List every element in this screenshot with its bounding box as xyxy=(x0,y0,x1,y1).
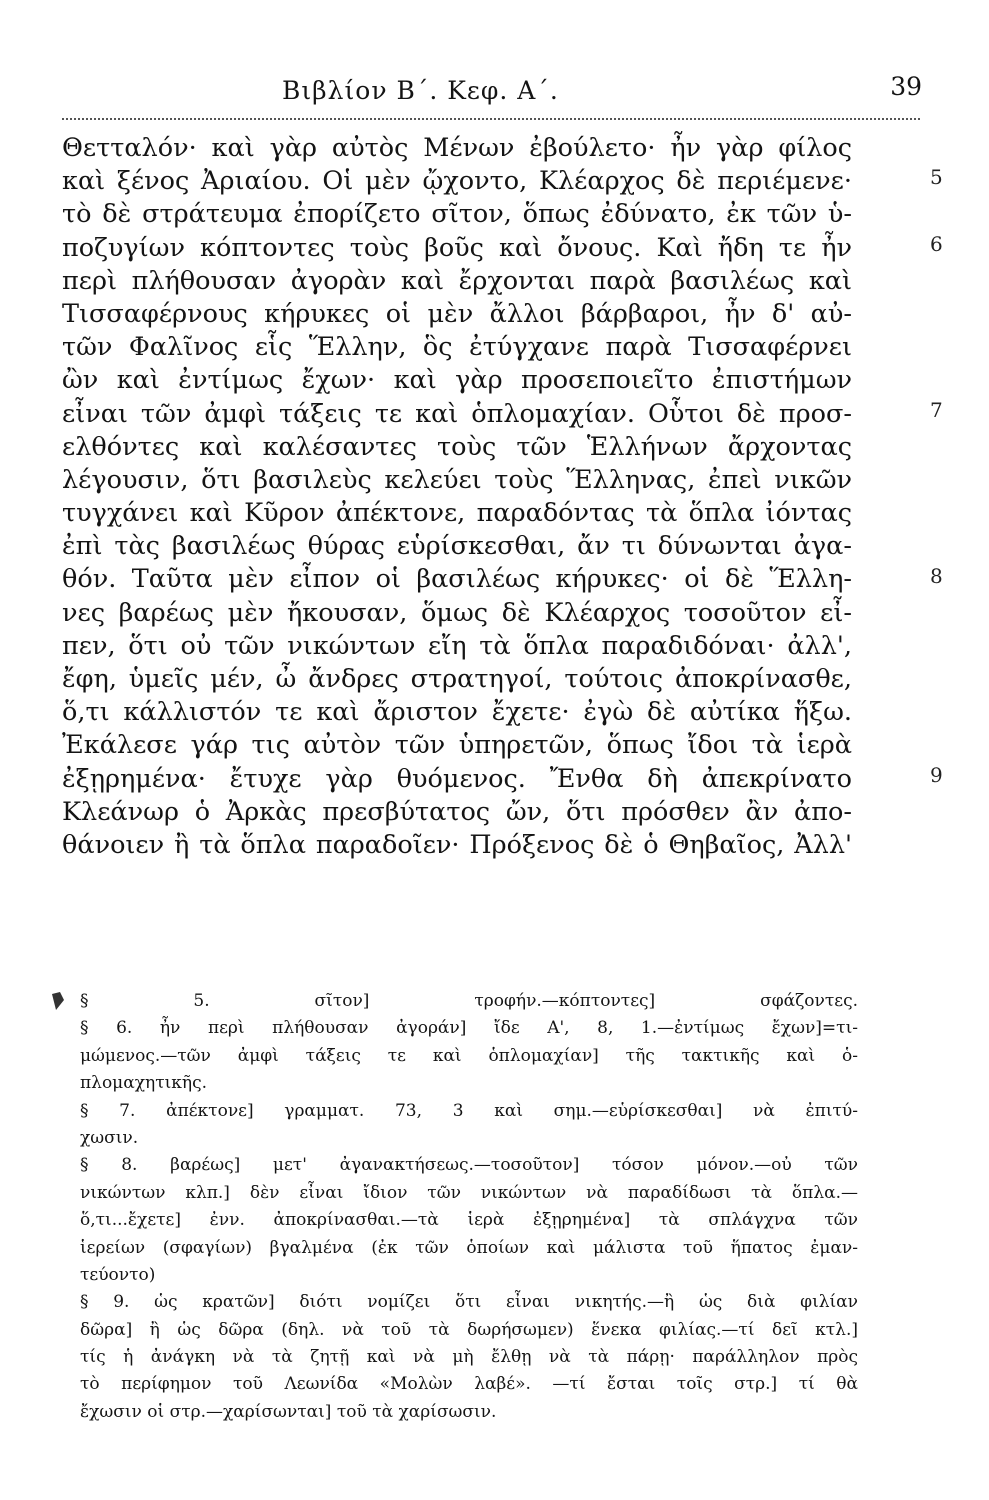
text-line: θάνοιεν ἢ τὰ ὅπλα παραδοῖεν· Πρόξενος δὲ ὁ Θηβαῖος, Ἀλλ' xyxy=(62,829,852,860)
footnote-line: νικώντων κλπ.] δὲν εἶναι ἴδιον τῶν νικώντων νὰ παραδίδωσι τὰ ὅπλα.— xyxy=(80,1182,858,1203)
text-line: ἐπὶ τὰς βασιλέως θύρας εὑρίσκεσθαι, ἄν τι δύνωνται ἀγα- xyxy=(62,531,852,562)
text-line: ὅ,τι κάλλιστόν τε καὶ ἄριστον ἔχετε· ἐγὼ δὲ αὐτίκα ἥξω. xyxy=(62,697,852,728)
page-header xyxy=(60,72,930,112)
text-line: πεν, ὅτι οὐ τῶν νικώντων εἴη τὰ ὅπλα παραδιδόναι· ἀλλ', xyxy=(62,630,852,661)
text-line: Ἐκάλεσε γάρ τις αὐτὸν τῶν ὑπηρετῶν, ὅπως ἴδοι τὰ ἱερὰ xyxy=(62,730,852,761)
footnote-line: ἔχωσιν οἱ στρ.—χαρίσωνται] τοῦ τὰ χαρίσωσιν. xyxy=(80,1401,497,1422)
footnote-line: πλομαχητικῆς. xyxy=(80,1073,208,1094)
text-line: τῶν Φαλῖνος εἷς Ἕλλην, ὃς ἐτύγχανε παρὰ Τισσαφέρνει xyxy=(62,332,852,363)
text-line: λέγουσιν, ὅτι βασιλεὺς κελεύει τοὺς Ἕλληνας, ἐπεὶ νικῶν xyxy=(62,464,852,495)
footnote-line: § 6. ἦν περὶ πλήθουσαν ἀγοράν] ἴδε Α', 8, 1.—ἐντίμως ἔχων]=τι- xyxy=(80,1018,858,1039)
text-line: Θετταλόν· καὶ γὰρ αὐτὸς Μένων ἐβούλετο· ἦν γὰρ φίλος xyxy=(62,133,852,163)
text-line: τυγχάνει καὶ Κῦρον ἀπέκτονε, παραδόντας τὰ ὅπλα ἰόντας xyxy=(62,498,852,529)
text-line: τὸ δὲ στράτευμα ἐπορίζετο σῖτον, ὅπως ἐδύνατο, ἐκ τῶν ὑ- xyxy=(62,199,852,230)
main-text xyxy=(62,132,943,862)
section-number: 7 xyxy=(930,397,943,422)
text-line: εἶναι τῶν ἀμφὶ τάξεις τε καὶ ὁπλομαχίαν. Οὗτοι δὲ προσ- xyxy=(62,398,852,429)
footnote-line: § 9. ὡς κρατῶν] διότι νομίζει ὅτι εἶναι νικητής.—ἢ ὡς διὰ φιλίαν xyxy=(80,1292,858,1313)
footnote-line: δῶρα] ἢ ὡς δῶρα (δηλ. νὰ τοῦ τὰ δωρήσωμεν) ἕνεκα φιλίας.—τί δεῖ κτλ.] xyxy=(80,1319,858,1340)
text-line: καὶ ξένος Ἀριαίου. Οἱ μὲν ᾤχοντο, Κλέαρχος δὲ περιέμενε· xyxy=(62,166,852,197)
text-line: περὶ πλήθουσαν ἀγορὰν καὶ ἔρχονται παρὰ βασιλέως καὶ xyxy=(62,265,852,296)
footnote-line: χωσιν. xyxy=(80,1127,139,1148)
footnotes xyxy=(80,988,858,1426)
footnote-line: ἱερείων (σφαγίων) βγαλμένα (ἐκ τῶν ὁποίων καὶ μάλιστα τοῦ ἥπατος ἐμαν- xyxy=(80,1237,858,1258)
footnote-line: μώμενος.—τῶν ἀμφὶ τάξεις τε καὶ ὁπλομαχίαν] τῆς τακτικῆς καὶ ὁ- xyxy=(80,1045,858,1066)
section-number: 8 xyxy=(930,563,943,588)
text-line: ποζυγίων κόπτοντες τοὺς βοῦς καὶ ὄνους. Καὶ ἤδη τε ἦν xyxy=(62,232,852,263)
footnote-line: § 8. βαρέως] μετ' ἀγανακτήσεως.—τοσοῦτον] τόσον μόνον.—οὐ τῶν xyxy=(80,1155,858,1176)
footnote-line: τεύοντο) xyxy=(80,1264,156,1285)
footnote-line: τὸ περίφημον τοῦ Λεωνίδα «Μολὼν λαβέ». —τί ἔσται τοῖς στρ.] τί θὰ xyxy=(80,1374,858,1395)
header-rule xyxy=(62,118,920,120)
text-line: Τισσαφέρνους κήρυκες οἱ μὲν ἄλλοι βάρβαροι, ἦν δ' αὐ- xyxy=(62,298,852,329)
text-line: ἔφη, ὑμεῖς μέν, ὦ ἄνδρες στρατηγοί, τούτοις ἀποκρίνασθε, xyxy=(62,664,852,694)
footnote-line: ὅ,τι...ἔχετε] ἐνν. ἀποκρίνασθαι.—τὰ ἱερὰ ἐξῃρημένα] τὰ σπλάγχνα τῶν xyxy=(80,1210,858,1231)
text-line: θόν. Ταῦτα μὲν εἶπον οἱ βασιλέως κήρυκες· οἱ δὲ Ἕλλη- xyxy=(62,564,852,595)
text-line: ὢν καὶ ἐντίμως ἔχων· καὶ γὰρ προσεποιεῖτο ἐπιστήμων xyxy=(62,365,852,396)
section-number: 9 xyxy=(930,762,943,787)
footnote-line: τίς ἡ ἀνάγκη νὰ τὰ ζητῇ καὶ νὰ μὴ ἔλθῃ νὰ τὰ πάρῃ· παράλληλον πρὸς xyxy=(80,1347,858,1368)
section-number: 6 xyxy=(930,231,943,256)
footnote-line: § 5. σῖτον] τροφήν.—κόπτοντες] σφάζοντες. xyxy=(80,991,858,1011)
page-number: 39 xyxy=(890,72,922,101)
printer-mark-icon xyxy=(50,990,72,1012)
text-line: ελθόντες καὶ καλέσαντες τοὺς τῶν Ἑλλήνων ἄρχοντας xyxy=(62,431,852,462)
section-number: 5 xyxy=(930,165,943,190)
running-head: Βιβλίον Β΄. Κεφ. Α΄. xyxy=(282,76,559,105)
text-line: Κλεάνωρ ὁ Ἀρκὰς πρεσβύτατος ὤν, ὅτι πρόσθεν ἂν ἀπο- xyxy=(62,796,852,827)
text-line: νες βαρέως μὲν ἤκουσαν, ὅμως δὲ Κλέαρχος τοσοῦτον εἶ- xyxy=(62,597,852,628)
footnote-line: § 7. ἀπέκτονε] γραμματ. 73, 3 καὶ σημ.—εὑρίσκεσθαι] νὰ ἐπιτύ- xyxy=(80,1100,858,1121)
text-line: ἐξῃρημένα· ἔτυχε γὰρ θυόμενος. Ἔνθα δὴ ἀπεκρίνατο xyxy=(62,763,852,794)
